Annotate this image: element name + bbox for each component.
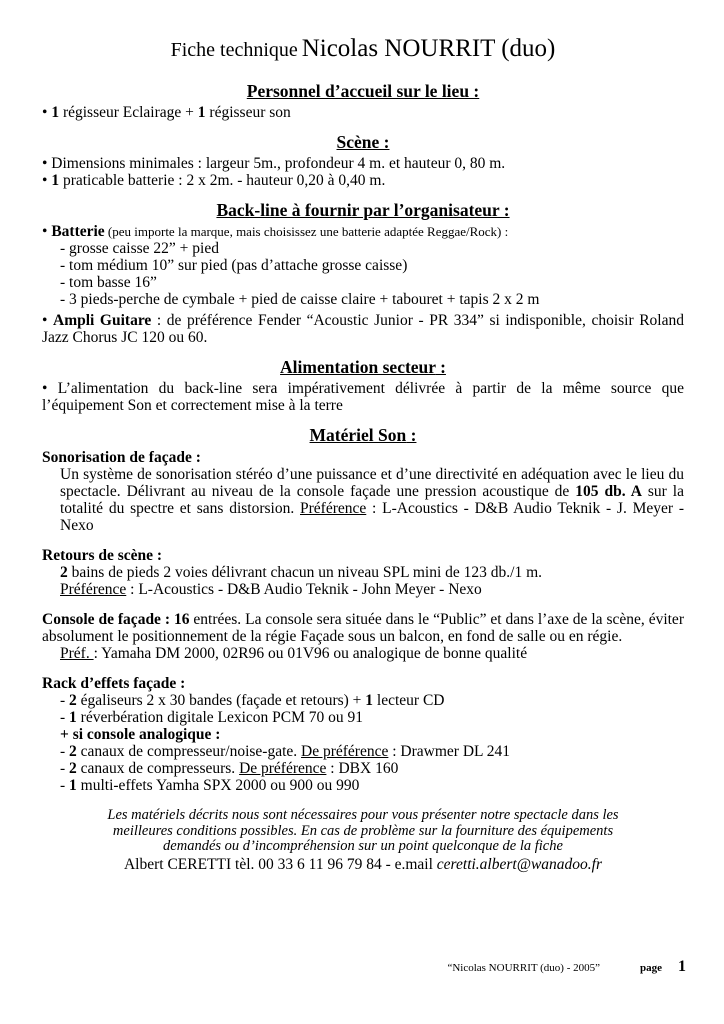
list-item: - 2 égaliseurs 2 x 30 bandes (façade et retours) + 1 lecteur CD — [60, 692, 445, 709]
page-footer — [0, 958, 686, 977]
list-item: - 2 canaux de compresseurs. De préférence : DBX 160 — [60, 760, 399, 777]
console-preference: Préf. : Yamaha DM 2000, 02R96 ou 01V96 ou analogique de bonne qualité — [60, 645, 528, 662]
rack-items — [42, 692, 684, 794]
contact-line: Albert CERETTI tèl. 00 33 6 11 96 79 84 - e.mail ceretti.albert@wanadoo.fr — [123, 855, 603, 873]
list-item: - 2 canaux de compresseur/noise-gate. De préférence : Drawmer DL 241 — [60, 743, 511, 760]
list-item: - tom basse 16” — [60, 274, 157, 291]
footer-note — [42, 808, 684, 855]
list-item: - 1 réverbération digitale Lexicon PCM 70 ou 91 — [60, 709, 364, 726]
scene-line-1: • Dimensions minimales : largeur 5m., profondeur 4 m. et hauteur 0, 80 m. — [42, 155, 506, 172]
email-address: ceretti.albert@wanadoo.fr — [436, 855, 603, 873]
list-item: - tom médium 10” sur pied (pas d’attache grosse caisse) — [60, 257, 408, 274]
list-item: - grosse caisse 22” + pied — [60, 240, 219, 257]
footer-doc-title: “Nicolas NOURRIT (duo) - 2005” — [447, 962, 600, 974]
footer-note-line: demandés ou d’incompréhension sur un point quelconque de la fiche — [163, 838, 563, 854]
section-heading-backline: Back-line à fournir par l’organisateur : — [216, 200, 510, 220]
list-item: - 3 pieds-perche de cymbale + pied de caisse claire + tabouret + tapis 2 x 2 m — [60, 291, 540, 308]
page-number: 1 — [678, 958, 686, 975]
title-prefix: Fiche technique — [170, 39, 298, 61]
footer-note-line: Les matériels décrits nous sont nécessaires pour vous présenter notre spectacle dans les — [107, 807, 619, 823]
rack-title: Rack d’effets façade : — [42, 675, 186, 692]
title-name: Nicolas NOURRIT (duo) — [301, 35, 556, 62]
batterie-items — [42, 240, 684, 308]
console-paragraph: Console de façade : 16 entrées. La console sera située dans le “Public” et dans l’axe de la scène, éviter absolument le positionnement de la régie Façade sous un balcon, en fond de salle ou en régie. — [42, 611, 684, 645]
document-page — [42, 35, 684, 873]
page-label: page — [640, 962, 662, 974]
personnel-line: • 1 régisseur Eclairage + 1 régisseur son — [42, 104, 291, 121]
section-heading-scene: Scène : — [336, 132, 390, 152]
page-title — [42, 35, 684, 62]
sonorisation-title: Sonorisation de façade : — [42, 449, 201, 466]
analog-subtitle: + si console analogique : — [60, 726, 221, 743]
ampli-guitare-paragraph: • Ampli Guitare : de préférence Fender “Acoustic Junior - PR 334” si indisponible, choisir Roland Jazz Chorus JC 120 ou 60. — [42, 312, 684, 346]
retours-line-1: 2 bains de pieds 2 voies délivrant chacun un niveau SPL mini de 123 db./1 m. — [60, 564, 542, 581]
list-item: - 1 multi-effets Yamha SPX 2000 ou 900 ou 990 — [60, 777, 360, 794]
sonorisation-paragraph: Un système de sonorisation stéréo d’une puissance et d’une directivité en adéquation avec le lieu du spectacle. Délivrant au niveau de la console façade une pression acoustique de 105 db. A sur la totalité du spectre et sans distorsion. Préférence : L-Acoustics - D&B Audio Teknik - J. Meyer - Nexo — [60, 466, 684, 534]
retours-title: Retours de scène : — [42, 547, 163, 564]
batterie-line: • Batterie (peu importe la marque, mais choisissez une batterie adaptée Reggae/Rock) : — [42, 223, 509, 240]
section-heading-alimentation: Alimentation secteur : — [280, 357, 446, 377]
scene-line-2: • 1 praticable batterie : 2 x 2m. - hauteur 0,20 à 0,40 m. — [42, 172, 386, 189]
retours-line-2: Préférence : L-Acoustics - D&B Audio Teknik - John Meyer - Nexo — [60, 581, 482, 598]
section-heading-personnel: Personnel d’accueil sur le lieu : — [246, 81, 480, 101]
section-heading-materiel-son: Matériel Son : — [309, 425, 417, 445]
alimentation-paragraph: • L’alimentation du back-line sera impérativement délivrée à partir de la même source que l’équipement Son et correctement mise à la terre — [42, 380, 684, 414]
footer-note-line: meilleures conditions possibles. En cas de problème sur la fourniture des équipements — [112, 822, 614, 839]
